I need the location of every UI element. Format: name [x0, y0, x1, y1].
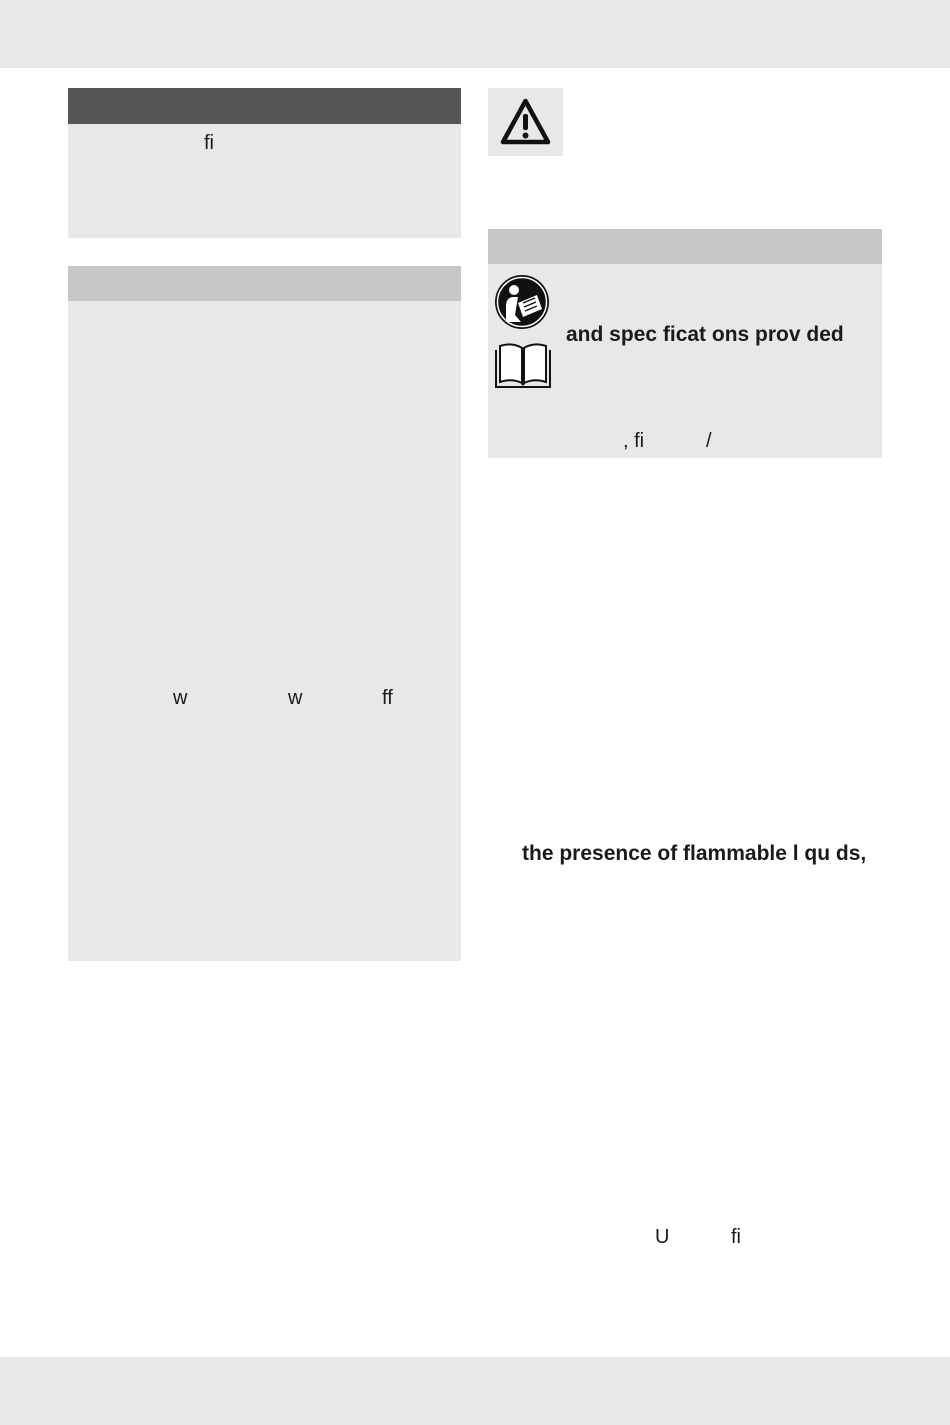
manual-box-fragment-2: /	[706, 430, 712, 452]
top-box-fragment: fi	[204, 132, 214, 154]
warning-box	[488, 88, 563, 156]
main-box-body	[68, 301, 461, 961]
main-box-header	[68, 266, 461, 301]
manual-box-bold-line: and spec ficat ons prov ded	[566, 323, 844, 346]
top-band	[0, 0, 950, 68]
warning-triangle-icon	[488, 88, 563, 156]
top-box-body	[68, 124, 461, 238]
body-bold-line: the presence of flammable l qu ds,	[522, 842, 867, 865]
body-fragment-1: U	[655, 1226, 670, 1248]
body-fragment-2: fi	[731, 1226, 741, 1248]
main-box-fragment-1: w	[173, 687, 188, 709]
main-box-fragment-3: ff	[382, 687, 393, 709]
main-box-fragment-2: w	[288, 687, 303, 709]
bottom-band	[0, 1357, 950, 1425]
read-manual-icon	[493, 273, 551, 331]
top-box-header	[68, 88, 461, 124]
manual-box-header	[488, 229, 882, 264]
open-book-icon	[494, 342, 552, 390]
manual-box-fragment-1: , fi	[623, 430, 645, 452]
